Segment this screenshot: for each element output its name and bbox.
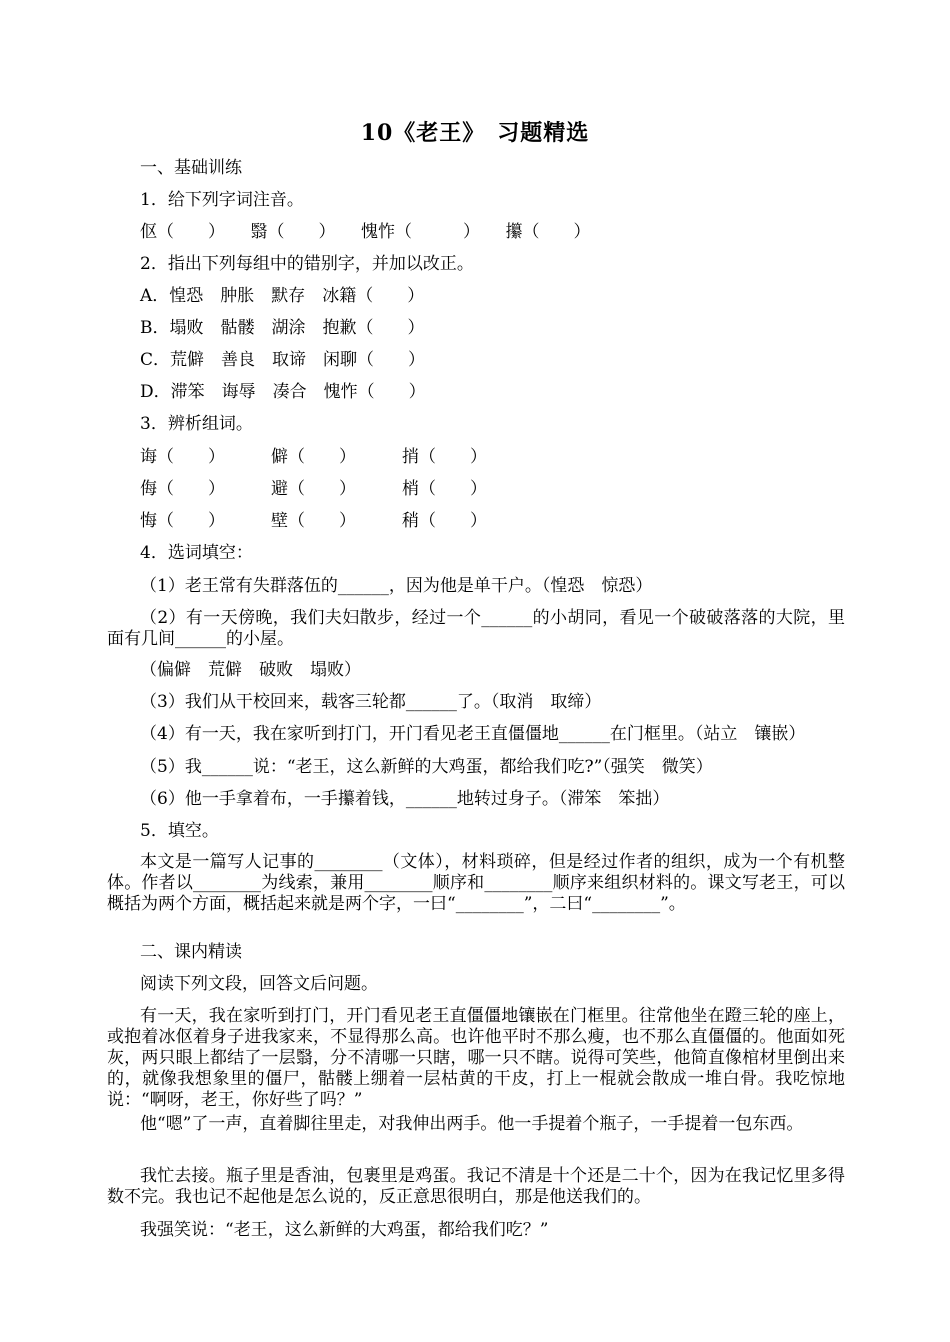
- word-cell: 悔（ ）: [140, 511, 225, 531]
- question-3-row-2: [140, 478, 487, 500]
- reading-paragraph-1: 有一天，我在家听到打门，开门看见老王直僵僵地镶嵌在门框里。往常他坐在蹬三轮的座上，或抱着冰伛着身子进我家来，不显得那么高。也许他平时不那么瘦，也不那么直僵僵的。他面如死灰，两只眼上都结了一层翳，分不清哪一只瞎，哪一只不瞎。说得可笑些，他简直像棺材里倒出来的，就像我想象里的僵尸，骷髅上绷着一层枯黄的干皮，打上一棍就会散成一堆白骨。我吃惊地说：“啊呀，老王，你好些了吗？”: [107, 1006, 845, 1110]
- question-4-item-5: （5）我______说：“老王，这么新鲜的大鸡蛋，都给我们吃?”（强笑 微笑）: [140, 757, 713, 777]
- reading-instruction: 阅读下列文段，回答文后问题。: [140, 974, 378, 994]
- question-1-blanks: 伛（ ） 翳（ ） 愧怍（ ） 攥（ ）: [140, 222, 591, 242]
- question-2-option-d: D．滞笨 诲辱 凑合 愧怍（ ）: [140, 382, 426, 402]
- reading-paragraph-2: 他“嗯”了一声，直着脚往里走，对我伸出两手。他一手提着个瓶子，一手提着一包东西。: [140, 1114, 804, 1134]
- question-4-item-6: （6）他一手拿着布，一手攥着钱，______地转过身子。（滞笨 笨拙）: [140, 789, 670, 809]
- question-5: 5．填空。: [140, 821, 219, 841]
- question-4-item-2: （2）有一天傍晚，我们夫妇散步，经过一个______的小胡同，看见一个破破落落的大院，里面有几间______的小屋。: [107, 608, 845, 649]
- word-cell: 稍（ ）: [402, 511, 487, 531]
- question-1: 1．给下列字词注音。: [140, 190, 304, 210]
- question-4-item-2-options: （偏僻 荒僻 破败 塌败）: [140, 660, 361, 680]
- word-cell: 避（ ）: [271, 479, 356, 499]
- question-3-row-1: [140, 446, 487, 468]
- word-cell: 捎（ ）: [402, 447, 487, 467]
- word-cell: 诲（ ）: [140, 447, 225, 467]
- question-4-item-3: （3）我们从干校回来，载客三轮都______了。（取消 取缔）: [140, 692, 602, 712]
- word-cell: 壁（ ）: [271, 511, 356, 531]
- reading-paragraph-3: 我忙去接。瓶子里是香油，包裹里是鸡蛋。我记不清是十个还是二十个，因为在我记忆里多得数不完。我也记不起他是怎么说的，反正意思很明白，那是他送我们的。: [107, 1166, 845, 1207]
- word-cell: 侮（ ）: [140, 479, 225, 499]
- section-heading-basic: 一、基础训练: [140, 158, 242, 178]
- question-5-text: 本文是一篇写人记事的________（文体），材料琐碎，但是经过作者的组织，成为一个有机整体。作者以________为线索，兼用________顺序和________顺序来组织材料的。课文写老王，可以概括为两个方面，概括起来就是两个字，一曰“________”，二曰“________”。: [107, 852, 845, 914]
- page-title: 10《老王》 习题精选: [360, 120, 590, 146]
- reading-paragraph-4: 我强笑说：“老王，这么新鲜的大鸡蛋，都给我们吃？”: [140, 1220, 549, 1240]
- question-3: 3．辨析组词。: [140, 414, 253, 434]
- question-4-item-1: （1）老王常有失群落伍的______，因为他是单干户。（惶恐 惊恐）: [140, 576, 653, 596]
- word-cell: 梢（ ）: [402, 479, 487, 499]
- question-2: 2．指出下列每组中的错别字，并加以改正。: [140, 254, 474, 274]
- question-3-row-3: [140, 510, 487, 532]
- question-4: 4．选词填空：: [140, 543, 253, 563]
- question-2-option-b: B．塌败 骷髅 湖涂 抱歉（ ）: [140, 318, 425, 338]
- section-heading-reading: 二、课内精读: [140, 942, 242, 962]
- word-cell: 僻（ ）: [271, 447, 356, 467]
- question-2-option-a: A．惶恐 肿胀 默存 冰籍（ ）: [140, 286, 425, 306]
- question-4-item-4: （4）有一天，我在家听到打门，开门看见老王直僵僵地______在门框里。（站立 镶嵌）: [140, 724, 806, 744]
- question-2-option-c: C．荒僻 善良 取谛 闲聊（ ）: [140, 350, 426, 370]
